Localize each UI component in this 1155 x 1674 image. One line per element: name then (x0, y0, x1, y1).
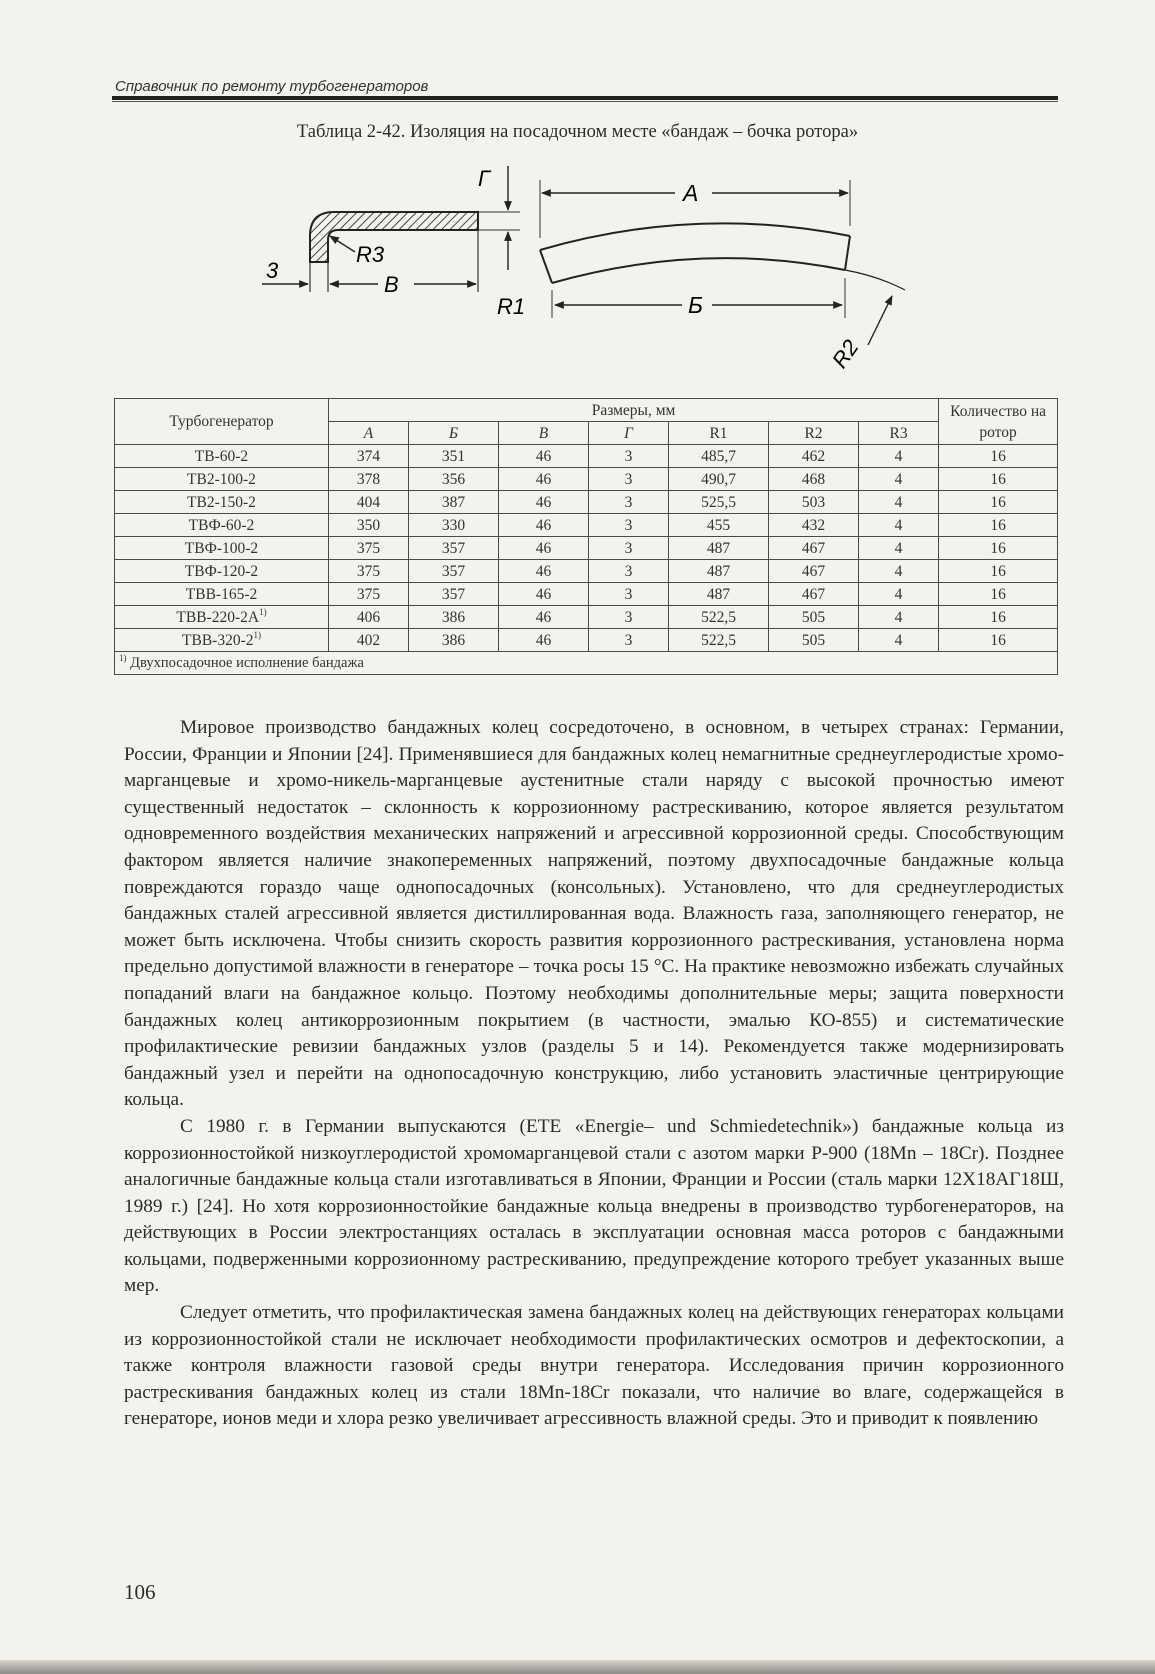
table-cell: 378 (329, 468, 409, 491)
table-cell: 3 (589, 537, 669, 560)
table-cell: 462 (769, 445, 859, 468)
col-group-sizes: Размеры, мм (329, 399, 939, 422)
table-cell: 3 (589, 445, 669, 468)
table-footnote (115, 652, 1058, 675)
table-cell: 467 (769, 583, 859, 606)
table-cell: 4 (859, 583, 939, 606)
table-cell: 3 (589, 629, 669, 652)
table-cell: 46 (499, 537, 589, 560)
page-number: 106 (124, 1580, 156, 1604)
table-cell: 374 (329, 445, 409, 468)
table-cell: 3 (589, 606, 669, 629)
table-row (115, 514, 1058, 537)
dim-a-label: А (683, 180, 699, 206)
table-cell: 375 (329, 560, 409, 583)
table-cell: 16 (939, 583, 1058, 606)
insulation-profile (310, 212, 478, 262)
col-g: Г (589, 422, 669, 445)
table-cell: 503 (769, 491, 859, 514)
table-cell: 3 (589, 514, 669, 537)
table-cell: 16 (939, 629, 1058, 652)
footnote-mark: 1) (119, 652, 127, 663)
table-cell: 46 (499, 560, 589, 583)
insulation-drawing (0, 0, 1155, 400)
cell-turbogenerator: ТВ2-150-2 (115, 491, 329, 514)
table-cell: 4 (859, 560, 939, 583)
table-cell: 16 (939, 560, 1058, 583)
table-cell: 350 (329, 514, 409, 537)
table-cell: 406 (329, 606, 409, 629)
dimensions-table (114, 398, 1058, 675)
paragraph: С 1980 г. в Германии выпускаются (ЕТЕ «Energie– und Schmiedetechnik») бандажные кольца из коррозионностойкой низкоуглеродистой хромомарганцевой стали с азотом марки Р-900 (18Mn – 18Cr). Позднее аналогичные бандажные кольца стали изготавливаться в Японии, Франции и России (сталь марки 12Х18АГ18Ш, 1989 г.) [24]. Но хотя коррозионностойкие бандажные кольца внедрены в производство турбогенераторов, на действующих в России электростанциях осталась в эксплуатации основная масса роторов с бандажными кольцами, подверженными коррозионному растрескиванию, предупреждение которого требует указанных выше мер. (124, 1115, 1064, 1297)
footnote-text: Двухпосадочное исполнение бандажа (130, 654, 364, 671)
col-r3: R3 (859, 422, 939, 445)
table-cell: 522,5 (669, 606, 769, 629)
cell-turbogenerator: ТВВ-165-2 (115, 583, 329, 606)
radius-r3-label: R3 (356, 242, 385, 267)
paragraph: Мировое производство бандажных колец сосредоточено, в основном, в четырех странах: Германии, России, Франции и Японии [24]. Применявшиеся для бандажных колец немагнитные среднеуглеродистые хромо-марганцевые и хромо-никель-марганцевые аустенитные стали наряду с высокой прочностью имеют существенный недостаток – склонность к коррозионному растрескиванию, которое является результатом одновременного воздействия механических напряжений и агрессивной коррозионной среды. Способствующим фактором является наличие знакопеременных напряжений, поэтому двухпосадочные бандажные кольца повреждаются гораздо чаще однопосадочных (консольных). Установлено, что для среднеуглеродистых бандажных сталей агрессивной является дистиллированная вода. Влажность газа, заполняющего генератор, не может быть исключена. Чтобы снизить скорость развития коррозионного растрескивания, установлена норма предельно допустимой влажности в генераторе – точка росы 15 °С. На практике невозможно избежать случайных попаданий влаги на бандажное кольцо. Поэтому необходимы дополнительные меры; защита поверхности бандажных колец антикоррозионным покрытием (в частности, эмалью КО-855) и систематические профилактические ревизии бандажных узлов (разделы 5 и 14). Рекомендуется также модернизировать бандажный узел и перейти на однопосадочную конструкцию, либо установить эластичные центрирующие кольца. (124, 717, 1064, 1111)
cell-turbogenerator: ТВФ-60-2 (115, 514, 329, 537)
table-cell: 375 (329, 583, 409, 606)
dim-b-label: Б (688, 292, 703, 318)
cell-turbogenerator: ТВФ-100-2 (115, 537, 329, 560)
table-cell: 4 (859, 514, 939, 537)
table-cell: 16 (939, 468, 1058, 491)
table-cell: 3 (589, 491, 669, 514)
table-row (115, 583, 1058, 606)
table-cell: 4 (859, 629, 939, 652)
table-row (115, 629, 1058, 652)
col-quantity: Количество на ротор (939, 399, 1058, 445)
table-cell: 386 (409, 629, 499, 652)
col-turbogenerator: Турбогенератор (115, 399, 329, 445)
table-cell: 357 (409, 537, 499, 560)
table-row (115, 491, 1058, 514)
col-a: А (329, 422, 409, 445)
cell-turbogenerator: ТВВ-$220-2А^{1)}$ (115, 606, 329, 629)
table-cell: 4 (859, 491, 939, 514)
cell-turbogenerator: ТВ-60-2 (115, 445, 329, 468)
table-cell: 16 (939, 514, 1058, 537)
table-cell: 330 (409, 514, 499, 537)
col-b: Б (409, 422, 499, 445)
table-cell: 487 (669, 583, 769, 606)
col-r1: R1 (669, 422, 769, 445)
table-cell: 46 (499, 445, 589, 468)
table-cell: 16 (939, 445, 1058, 468)
table-cell: 468 (769, 468, 859, 491)
table-cell: 351 (409, 445, 499, 468)
table-cell: 4 (859, 445, 939, 468)
table-row (115, 606, 1058, 629)
table-cell: 4 (859, 537, 939, 560)
running-header: Справочник по ремонту турбогенераторов (115, 78, 429, 95)
table-cell: 386 (409, 606, 499, 629)
table-cell: 3 (589, 583, 669, 606)
col-r2: R2 (769, 422, 859, 445)
radius-r2-label: R2 (826, 335, 864, 373)
table-cell: 387 (409, 491, 499, 514)
table-cell: 46 (499, 583, 589, 606)
table-cell: 490,7 (669, 468, 769, 491)
table-cell: 505 (769, 606, 859, 629)
table-cell: 467 (769, 537, 859, 560)
dim-g-label: Г (478, 166, 490, 191)
paragraph: Следует отметить, что профилактическая замена бандажных колец на действующих генераторах кольцами из коррозионностойкой стали не исключает необходимости профилактических осмотров и дефектоскопии, а также контроля влажности газовой среды внутри генератора. Исследования причин коррозионного растрескивания бандажных колец из стали 18Mn-18Cr показали, что наличие во влаге, содержащейся в генераторе, ионов меди и хлора резко увеличивает агрессивность влажной среды. Это и приводит к появлению (124, 1302, 1064, 1430)
table-cell: 357 (409, 560, 499, 583)
table-row (115, 537, 1058, 560)
table-row (115, 445, 1058, 468)
table-cell: 525,5 (669, 491, 769, 514)
table-cell: 16 (939, 606, 1058, 629)
scan-edge (0, 1660, 1155, 1674)
insulation-strip (540, 223, 905, 290)
table-cell: 505 (769, 629, 859, 652)
table-cell: 485,7 (669, 445, 769, 468)
table-cell: 3 (589, 560, 669, 583)
table-cell: 46 (499, 514, 589, 537)
table-cell: 467 (769, 560, 859, 583)
table-cell: 46 (499, 629, 589, 652)
table-cell: 4 (859, 606, 939, 629)
table-cell: 3 (589, 468, 669, 491)
table-cell: 432 (769, 514, 859, 537)
table-cell: 4 (859, 468, 939, 491)
col-v: В (499, 422, 589, 445)
table-cell: 487 (669, 537, 769, 560)
body-text (124, 715, 1064, 1433)
table-cell: 357 (409, 583, 499, 606)
table-row (115, 560, 1058, 583)
table-cell: 522,5 (669, 629, 769, 652)
cell-turbogenerator: ТВФ-120-2 (115, 560, 329, 583)
table-cell: 455 (669, 514, 769, 537)
table-cell: 16 (939, 537, 1058, 560)
table-cell: 16 (939, 491, 1058, 514)
table-cell: 404 (329, 491, 409, 514)
table-row (115, 468, 1058, 491)
table-caption: Таблица 2-42. Изоляция на посадочном месте «бандаж – бочка ротора» (296, 122, 859, 142)
table-cell: 402 (329, 629, 409, 652)
table-cell: 375 (329, 537, 409, 560)
table-cell: 46 (499, 491, 589, 514)
table-cell: 46 (499, 606, 589, 629)
dim-3-label: 3 (266, 258, 279, 283)
cell-turbogenerator: ТВ2-100-2 (115, 468, 329, 491)
radius-r1-label: R1 (497, 294, 526, 319)
table-cell: 356 (409, 468, 499, 491)
dim-v-label: В (384, 272, 399, 297)
table-cell: 487 (669, 560, 769, 583)
table-cell: 46 (499, 468, 589, 491)
cell-turbogenerator: ТВВ-320-2$^{1)}$ (115, 629, 329, 652)
